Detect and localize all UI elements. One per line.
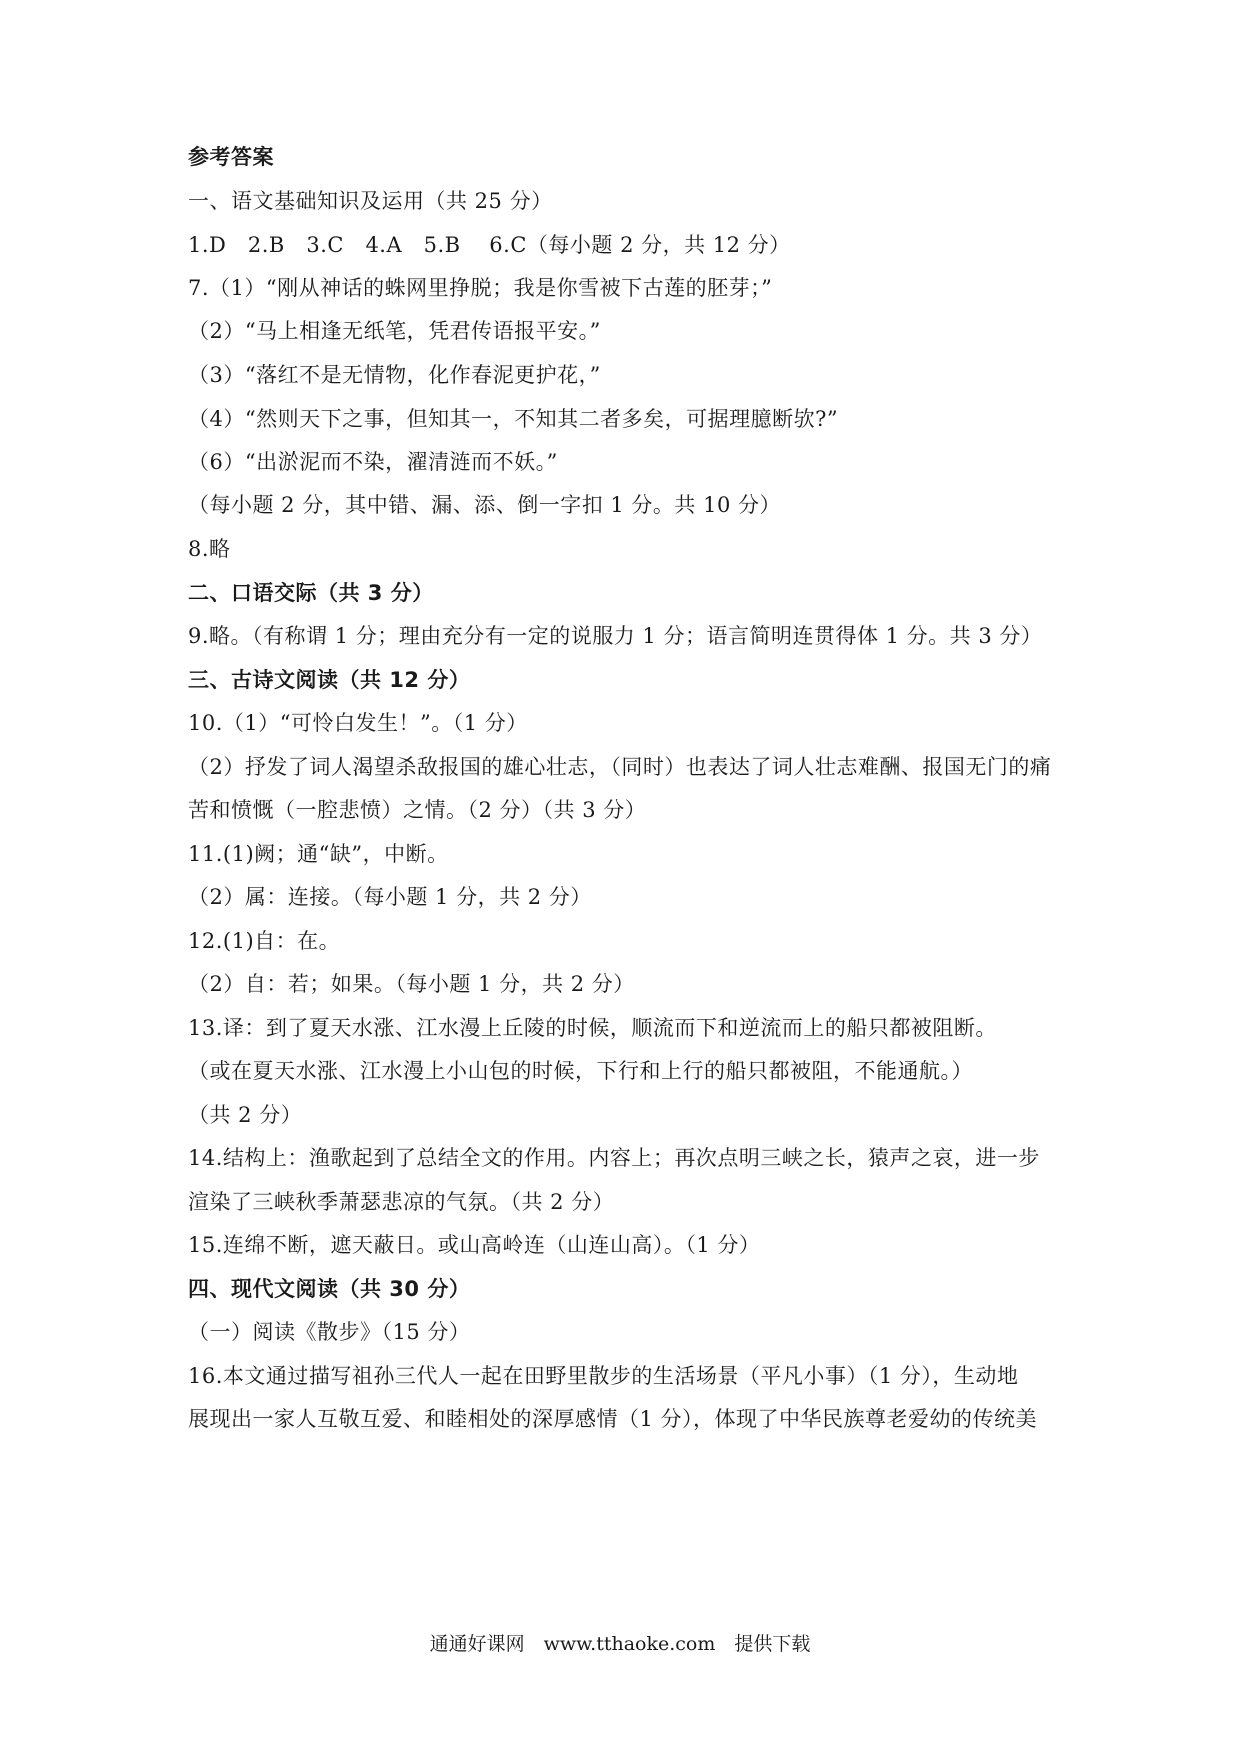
answer-line: 苦和愤慨（一腔悲愤）之情。（2 分）（共 3 分）: [188, 798, 647, 822]
answer-line: 8.略: [188, 537, 231, 561]
answer-line: （2）抒发了词人渴望杀敌报国的雄心壮志，（同时）也表达了词人壮志难酬、报国无门的痛: [188, 755, 1052, 779]
answer-line: 11.(1)阙；通“缺”，中断。: [188, 842, 449, 866]
answer-line: 7.（1）“刚从神话的蛛网里挣脱；我是你雪被下古莲的胚芽；”: [188, 276, 773, 300]
page-footer: 通通好课网 www.tthaoke.com 提供下载: [429, 1633, 811, 1655]
answer-line: （或在夏天水涨、江水漫上小山包的时候，下行和上行的船只都被阻，不能通航。）: [188, 1059, 973, 1083]
answer-line: （共 2 分）: [188, 1103, 303, 1127]
answer-line: （一）阅读《散步》（15 分）: [188, 1320, 471, 1344]
section-heading: 一、语文基础知识及运用（共 25 分）: [188, 189, 553, 213]
answer-line: 展现出一家人互敬互爱、和睦相处的深厚感情（1 分），体现了中华民族尊老爱幼的传统美: [188, 1407, 1038, 1431]
section-heading: 二、口语交际（共 3 分）: [188, 581, 434, 605]
section-heading: 三、古诗文阅读（共 12 分）: [188, 668, 471, 692]
answer-line: 13.译：到了夏天水涨、江水漫上丘陵的时候，顺流而下和逆流而上的船只都被阻断。: [188, 1016, 997, 1040]
answer-line: 1.D 2.B 3.C 4.A 5.B 6.C（每小题 2 分，共 12 分）: [188, 233, 791, 257]
answer-line: （2）“马上相逢无纸笔，凭君传语报平安。”: [188, 319, 601, 343]
answer-line: 12.(1)自：在。: [188, 929, 341, 953]
answer-line: 16.本文通过描写祖孙三代人一起在田野里散步的生活场景（平凡小事）（1 分），生动地: [188, 1364, 1019, 1388]
answer-line: 14.结构上：渔歌起到了总结全文的作用。内容上；再次点明三峡之长，猿声之哀，进一步: [188, 1146, 1040, 1170]
answer-line: 10.（1）“可怜白发生！”。（1 分）: [188, 711, 528, 735]
answer-line: （2）属：连接。（每小题 1 分，共 2 分）: [188, 885, 592, 909]
answer-line: （6）“出淤泥而不染，濯清涟而不妖。”: [188, 450, 558, 474]
answer-line: （4）“然则天下之事，但知其一，不知其二者多矣，可据理臆断欤?”: [188, 407, 839, 431]
answer-line: （每小题 2 分，其中错、漏、添、倒一字扣 1 分。共 10 分）: [188, 493, 781, 517]
answer-line: 渲染了三峡秋季萧瑟悲凉的气氛。（共 2 分）: [188, 1190, 615, 1214]
answer-line: 15.连绵不断，遮天蔽日。或山高岭连（山连山高）。（1 分）: [188, 1233, 761, 1257]
page-title: 参考答案: [188, 145, 274, 169]
answer-line: （2）自：若；如果。（每小题 1 分，共 2 分）: [188, 972, 635, 996]
answer-line: 9.略。（有称谓 1 分；理由充分有一定的说服力 1 分；语言简明连贯得体 1 分。共 3 分）: [188, 624, 1043, 648]
section-heading: 四、现代文阅读（共 30 分）: [188, 1277, 471, 1301]
answer-line: （3）“落红不是无情物，化作春泥更护花，”: [188, 363, 601, 387]
